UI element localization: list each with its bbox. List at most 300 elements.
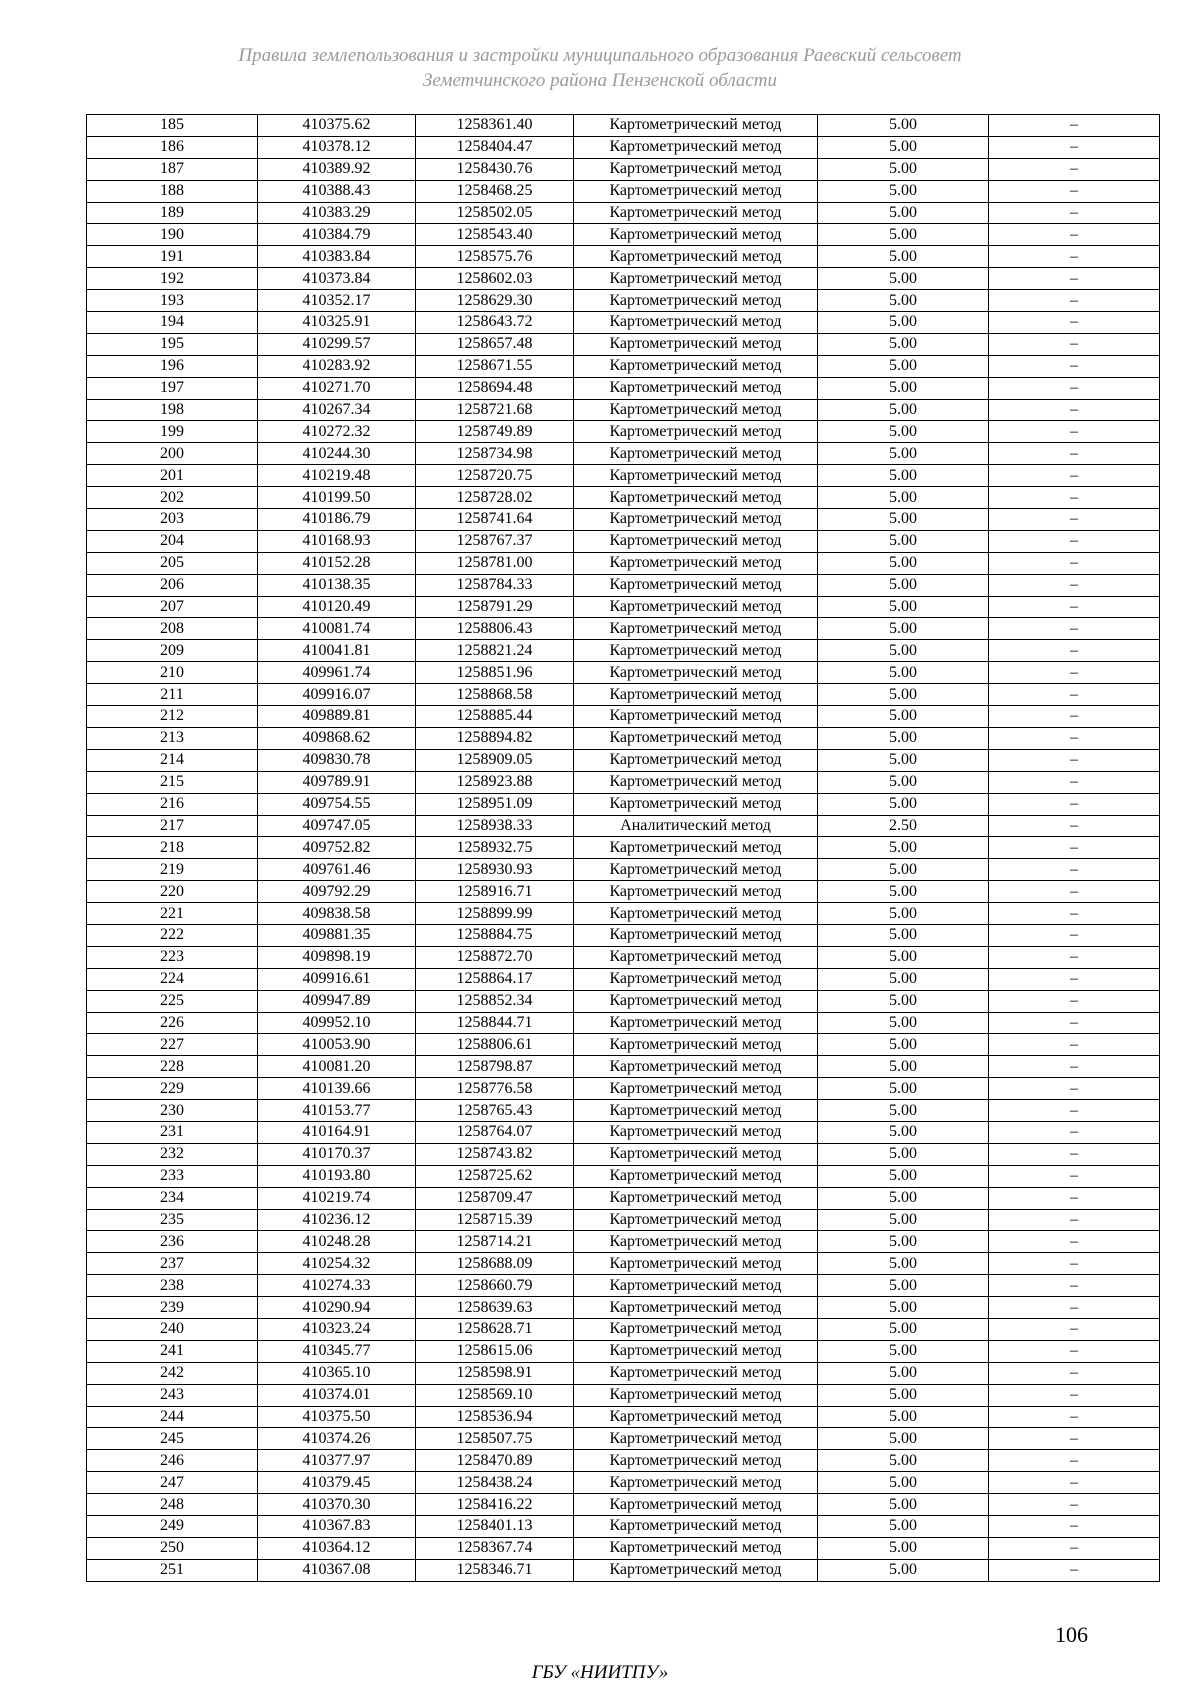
method-cell: Картометрический метод	[574, 662, 818, 684]
x-coordinate-cell: 410274.33	[258, 1275, 416, 1297]
method-cell: Картометрический метод	[574, 1340, 818, 1362]
page-number: 106	[1055, 1622, 1088, 1647]
method-cell: Картометрический метод	[574, 1494, 818, 1516]
table-row	[87, 706, 1160, 728]
y-coordinate-cell: 1258401.13	[416, 1516, 574, 1538]
description-cell: –	[989, 1516, 1160, 1538]
y-coordinate-cell: 1258361.40	[416, 115, 574, 137]
method-cell: Картометрический метод	[574, 1450, 818, 1472]
accuracy-cell: 5.00	[818, 443, 989, 465]
x-coordinate-cell: 409830.78	[258, 749, 416, 771]
description-cell: –	[989, 749, 1160, 771]
point-number-cell: 245	[87, 1428, 258, 1450]
method-cell: Картометрический метод	[574, 1012, 818, 1034]
method-cell: Картометрический метод	[574, 1078, 818, 1100]
point-number-cell: 238	[87, 1275, 258, 1297]
accuracy-cell: 5.00	[818, 1187, 989, 1209]
description-cell: –	[989, 421, 1160, 443]
accuracy-cell: 5.00	[818, 1537, 989, 1559]
x-coordinate-cell: 410375.50	[258, 1406, 416, 1428]
x-coordinate-cell: 409947.89	[258, 990, 416, 1012]
accuracy-cell: 2.50	[818, 815, 989, 837]
table-row	[87, 268, 1160, 290]
method-cell: Картометрический метод	[574, 136, 818, 158]
x-coordinate-cell: 410219.48	[258, 465, 416, 487]
point-number-cell: 199	[87, 421, 258, 443]
y-coordinate-cell: 1258404.47	[416, 136, 574, 158]
accuracy-cell: 5.00	[818, 1340, 989, 1362]
description-cell: –	[989, 355, 1160, 377]
accuracy-cell: 5.00	[818, 136, 989, 158]
accuracy-cell: 5.00	[818, 903, 989, 925]
description-cell: –	[989, 990, 1160, 1012]
y-coordinate-cell: 1258725.62	[416, 1165, 574, 1187]
x-coordinate-cell: 410374.01	[258, 1384, 416, 1406]
method-cell: Картометрический метод	[574, 1187, 818, 1209]
x-coordinate-cell: 410267.34	[258, 399, 416, 421]
x-coordinate-cell: 410379.45	[258, 1472, 416, 1494]
description-cell: –	[989, 1297, 1160, 1319]
point-number-cell: 231	[87, 1121, 258, 1143]
table-row	[87, 1516, 1160, 1538]
description-cell: –	[989, 1450, 1160, 1472]
description-cell: –	[989, 1165, 1160, 1187]
accuracy-cell: 5.00	[818, 881, 989, 903]
description-cell: –	[989, 771, 1160, 793]
table-row	[87, 1318, 1160, 1340]
x-coordinate-cell: 409752.82	[258, 837, 416, 859]
method-cell: Картометрический метод	[574, 115, 818, 137]
x-coordinate-cell: 410290.94	[258, 1297, 416, 1319]
accuracy-cell: 5.00	[818, 312, 989, 334]
description-cell: –	[989, 246, 1160, 268]
point-number-cell: 194	[87, 312, 258, 334]
description-cell: –	[989, 487, 1160, 509]
table-row	[87, 136, 1160, 158]
method-cell: Картометрический метод	[574, 749, 818, 771]
table-row	[87, 487, 1160, 509]
point-number-cell: 248	[87, 1494, 258, 1516]
point-number-cell: 200	[87, 443, 258, 465]
accuracy-cell: 5.00	[818, 1318, 989, 1340]
method-cell: Картометрический метод	[574, 924, 818, 946]
y-coordinate-cell: 1258629.30	[416, 290, 574, 312]
method-cell: Картометрический метод	[574, 333, 818, 355]
description-cell: –	[989, 859, 1160, 881]
y-coordinate-cell: 1258430.76	[416, 158, 574, 180]
accuracy-cell: 5.00	[818, 1275, 989, 1297]
y-coordinate-cell: 1258657.48	[416, 333, 574, 355]
y-coordinate-cell: 1258884.75	[416, 924, 574, 946]
accuracy-cell: 5.00	[818, 1012, 989, 1034]
description-cell: –	[989, 881, 1160, 903]
y-coordinate-cell: 1258602.03	[416, 268, 574, 290]
method-cell: Картометрический метод	[574, 1121, 818, 1143]
method-cell: Картометрический метод	[574, 1165, 818, 1187]
description-cell: –	[989, 136, 1160, 158]
table-row	[87, 1494, 1160, 1516]
description-cell: –	[989, 640, 1160, 662]
point-number-cell: 246	[87, 1450, 258, 1472]
description-cell: –	[989, 1209, 1160, 1231]
table-row	[87, 465, 1160, 487]
table-row	[87, 924, 1160, 946]
y-coordinate-cell: 1258502.05	[416, 202, 574, 224]
x-coordinate-cell: 410283.92	[258, 355, 416, 377]
method-cell: Картометрический метод	[574, 793, 818, 815]
y-coordinate-cell: 1258923.88	[416, 771, 574, 793]
y-coordinate-cell: 1258714.21	[416, 1231, 574, 1253]
point-number-cell: 216	[87, 793, 258, 815]
table-row	[87, 1275, 1160, 1297]
x-coordinate-cell: 410168.93	[258, 530, 416, 552]
method-cell: Картометрический метод	[574, 1428, 818, 1450]
description-cell: –	[989, 1384, 1160, 1406]
description-cell: –	[989, 1537, 1160, 1559]
x-coordinate-cell: 410299.57	[258, 333, 416, 355]
y-coordinate-cell: 1258715.39	[416, 1209, 574, 1231]
description-cell: –	[989, 1318, 1160, 1340]
coordinates-table	[86, 114, 1160, 1582]
accuracy-cell: 5.00	[818, 465, 989, 487]
table-row	[87, 290, 1160, 312]
x-coordinate-cell: 410370.30	[258, 1494, 416, 1516]
point-number-cell: 219	[87, 859, 258, 881]
x-coordinate-cell: 410367.83	[258, 1516, 416, 1538]
method-cell: Картометрический метод	[574, 1100, 818, 1122]
table-row	[87, 946, 1160, 968]
accuracy-cell: 5.00	[818, 990, 989, 1012]
description-cell: –	[989, 1100, 1160, 1122]
accuracy-cell: 5.00	[818, 596, 989, 618]
accuracy-cell: 5.00	[818, 1559, 989, 1581]
description-cell: –	[989, 224, 1160, 246]
accuracy-cell: 5.00	[818, 224, 989, 246]
x-coordinate-cell: 410378.12	[258, 136, 416, 158]
table-row	[87, 1253, 1160, 1275]
point-number-cell: 217	[87, 815, 258, 837]
x-coordinate-cell: 409838.58	[258, 903, 416, 925]
point-number-cell: 224	[87, 968, 258, 990]
description-cell: –	[989, 312, 1160, 334]
x-coordinate-cell: 410345.77	[258, 1340, 416, 1362]
description-cell: –	[989, 574, 1160, 596]
accuracy-cell: 5.00	[818, 1472, 989, 1494]
accuracy-cell: 5.00	[818, 1516, 989, 1538]
point-number-cell: 202	[87, 487, 258, 509]
x-coordinate-cell: 410219.74	[258, 1187, 416, 1209]
y-coordinate-cell: 1258438.24	[416, 1472, 574, 1494]
table-row	[87, 421, 1160, 443]
table-row	[87, 1056, 1160, 1078]
accuracy-cell: 5.00	[818, 180, 989, 202]
description-cell: –	[989, 1559, 1160, 1581]
x-coordinate-cell: 410365.10	[258, 1362, 416, 1384]
y-coordinate-cell: 1258864.17	[416, 968, 574, 990]
accuracy-cell: 5.00	[818, 1253, 989, 1275]
y-coordinate-cell: 1258765.43	[416, 1100, 574, 1122]
x-coordinate-cell: 410041.81	[258, 640, 416, 662]
table-row	[87, 1012, 1160, 1034]
x-coordinate-cell: 410164.91	[258, 1121, 416, 1143]
x-coordinate-cell: 409868.62	[258, 727, 416, 749]
x-coordinate-cell: 410081.20	[258, 1056, 416, 1078]
table-row	[87, 1559, 1160, 1581]
y-coordinate-cell: 1258615.06	[416, 1340, 574, 1362]
accuracy-cell: 5.00	[818, 115, 989, 137]
point-number-cell: 208	[87, 618, 258, 640]
method-cell: Картометрический метод	[574, 706, 818, 728]
accuracy-cell: 5.00	[818, 749, 989, 771]
x-coordinate-cell: 410236.12	[258, 1209, 416, 1231]
y-coordinate-cell: 1258470.89	[416, 1450, 574, 1472]
description-cell: –	[989, 1187, 1160, 1209]
accuracy-cell: 5.00	[818, 1056, 989, 1078]
method-cell: Картометрический метод	[574, 1362, 818, 1384]
y-coordinate-cell: 1258776.58	[416, 1078, 574, 1100]
accuracy-cell: 5.00	[818, 377, 989, 399]
description-cell: –	[989, 946, 1160, 968]
y-coordinate-cell: 1258720.75	[416, 465, 574, 487]
x-coordinate-cell: 410367.08	[258, 1559, 416, 1581]
method-cell: Картометрический метод	[574, 268, 818, 290]
point-number-cell: 247	[87, 1472, 258, 1494]
x-coordinate-cell: 410152.28	[258, 552, 416, 574]
point-number-cell: 228	[87, 1056, 258, 1078]
accuracy-cell: 5.00	[818, 618, 989, 640]
description-cell: –	[989, 202, 1160, 224]
y-coordinate-cell: 1258734.98	[416, 443, 574, 465]
accuracy-cell: 5.00	[818, 771, 989, 793]
table-row	[87, 596, 1160, 618]
y-coordinate-cell: 1258784.33	[416, 574, 574, 596]
point-number-cell: 215	[87, 771, 258, 793]
accuracy-cell: 5.00	[818, 684, 989, 706]
table-row	[87, 618, 1160, 640]
x-coordinate-cell: 410325.91	[258, 312, 416, 334]
x-coordinate-cell: 409747.05	[258, 815, 416, 837]
method-cell: Картометрический метод	[574, 596, 818, 618]
description-cell: –	[989, 1494, 1160, 1516]
point-number-cell: 213	[87, 727, 258, 749]
y-coordinate-cell: 1258930.93	[416, 859, 574, 881]
y-coordinate-cell: 1258416.22	[416, 1494, 574, 1516]
y-coordinate-cell: 1258806.43	[416, 618, 574, 640]
accuracy-cell: 5.00	[818, 727, 989, 749]
description-cell: –	[989, 399, 1160, 421]
point-number-cell: 209	[87, 640, 258, 662]
accuracy-cell: 5.00	[818, 1034, 989, 1056]
description-cell: –	[989, 268, 1160, 290]
method-cell: Картометрический метод	[574, 1034, 818, 1056]
point-number-cell: 235	[87, 1209, 258, 1231]
y-coordinate-cell: 1258909.05	[416, 749, 574, 771]
accuracy-cell: 5.00	[818, 1362, 989, 1384]
point-number-cell: 241	[87, 1340, 258, 1362]
point-number-cell: 211	[87, 684, 258, 706]
method-cell: Картометрический метод	[574, 881, 818, 903]
x-coordinate-cell: 410193.80	[258, 1165, 416, 1187]
y-coordinate-cell: 1258628.71	[416, 1318, 574, 1340]
point-number-cell: 187	[87, 158, 258, 180]
y-coordinate-cell: 1258575.76	[416, 246, 574, 268]
method-cell: Картометрический метод	[574, 1209, 818, 1231]
x-coordinate-cell: 409889.81	[258, 706, 416, 728]
accuracy-cell: 5.00	[818, 946, 989, 968]
description-cell: –	[989, 509, 1160, 531]
table-row	[87, 837, 1160, 859]
method-cell: Картометрический метод	[574, 290, 818, 312]
description-cell: –	[989, 924, 1160, 946]
x-coordinate-cell: 410186.79	[258, 509, 416, 531]
accuracy-cell: 5.00	[818, 574, 989, 596]
description-cell: –	[989, 903, 1160, 925]
description-cell: –	[989, 1406, 1160, 1428]
method-cell: Картометрический метод	[574, 530, 818, 552]
table-row	[87, 1187, 1160, 1209]
description-cell: –	[989, 1078, 1160, 1100]
y-coordinate-cell: 1258781.00	[416, 552, 574, 574]
method-cell: Картометрический метод	[574, 509, 818, 531]
point-number-cell: 226	[87, 1012, 258, 1034]
x-coordinate-cell: 410120.49	[258, 596, 416, 618]
accuracy-cell: 5.00	[818, 399, 989, 421]
x-coordinate-cell: 410139.66	[258, 1078, 416, 1100]
x-coordinate-cell: 410199.50	[258, 487, 416, 509]
table-row	[87, 1165, 1160, 1187]
table-row	[87, 399, 1160, 421]
y-coordinate-cell: 1258749.89	[416, 421, 574, 443]
table-row	[87, 377, 1160, 399]
accuracy-cell: 5.00	[818, 1143, 989, 1165]
y-coordinate-cell: 1258791.29	[416, 596, 574, 618]
point-number-cell: 234	[87, 1187, 258, 1209]
table-row	[87, 771, 1160, 793]
point-number-cell: 192	[87, 268, 258, 290]
method-cell: Картометрический метод	[574, 1056, 818, 1078]
description-cell: –	[989, 465, 1160, 487]
y-coordinate-cell: 1258709.47	[416, 1187, 574, 1209]
y-coordinate-cell: 1258721.68	[416, 399, 574, 421]
header-line-1: Правила землепользования и застройки муниципального образования Раевский сельсовет	[238, 45, 962, 66]
point-number-cell: 198	[87, 399, 258, 421]
method-cell: Картометрический метод	[574, 1559, 818, 1581]
method-cell: Картометрический метод	[574, 224, 818, 246]
accuracy-cell: 5.00	[818, 1494, 989, 1516]
y-coordinate-cell: 1258346.71	[416, 1559, 574, 1581]
y-coordinate-cell: 1258569.10	[416, 1384, 574, 1406]
description-cell: –	[989, 618, 1160, 640]
x-coordinate-cell: 409792.29	[258, 881, 416, 903]
point-number-cell: 203	[87, 509, 258, 531]
y-coordinate-cell: 1258694.48	[416, 377, 574, 399]
method-cell: Картометрический метод	[574, 399, 818, 421]
y-coordinate-cell: 1258806.61	[416, 1034, 574, 1056]
table-row	[87, 968, 1160, 990]
point-number-cell: 225	[87, 990, 258, 1012]
point-number-cell: 189	[87, 202, 258, 224]
table-row	[87, 355, 1160, 377]
method-cell: Картометрический метод	[574, 837, 818, 859]
table-row	[87, 640, 1160, 662]
x-coordinate-cell: 410170.37	[258, 1143, 416, 1165]
description-cell: –	[989, 333, 1160, 355]
x-coordinate-cell: 410352.17	[258, 290, 416, 312]
y-coordinate-cell: 1258872.70	[416, 946, 574, 968]
point-number-cell: 190	[87, 224, 258, 246]
description-cell: –	[989, 706, 1160, 728]
method-cell: Картометрический метод	[574, 1275, 818, 1297]
table-row	[87, 333, 1160, 355]
x-coordinate-cell: 409961.74	[258, 662, 416, 684]
point-number-cell: 218	[87, 837, 258, 859]
method-cell: Картометрический метод	[574, 487, 818, 509]
header-line-2: Земетчинского района Пензенской области	[422, 70, 778, 91]
accuracy-cell: 5.00	[818, 552, 989, 574]
description-cell: –	[989, 1231, 1160, 1253]
method-cell: Аналитический метод	[574, 815, 818, 837]
accuracy-cell: 5.00	[818, 1297, 989, 1319]
table-row	[87, 749, 1160, 771]
point-number-cell: 206	[87, 574, 258, 596]
table-row	[87, 1537, 1160, 1559]
point-number-cell: 244	[87, 1406, 258, 1428]
x-coordinate-cell: 410323.24	[258, 1318, 416, 1340]
method-cell: Картометрический метод	[574, 859, 818, 881]
method-cell: Картометрический метод	[574, 618, 818, 640]
description-cell: –	[989, 1340, 1160, 1362]
y-coordinate-cell: 1258868.58	[416, 684, 574, 706]
accuracy-cell: 5.00	[818, 640, 989, 662]
y-coordinate-cell: 1258852.34	[416, 990, 574, 1012]
accuracy-cell: 5.00	[818, 1384, 989, 1406]
y-coordinate-cell: 1258932.75	[416, 837, 574, 859]
description-cell: –	[989, 115, 1160, 137]
point-number-cell: 214	[87, 749, 258, 771]
x-coordinate-cell: 410248.28	[258, 1231, 416, 1253]
table-row	[87, 1340, 1160, 1362]
table-row	[87, 1100, 1160, 1122]
point-number-cell: 227	[87, 1034, 258, 1056]
description-cell: –	[989, 530, 1160, 552]
point-number-cell: 237	[87, 1253, 258, 1275]
x-coordinate-cell: 410389.92	[258, 158, 416, 180]
table-row	[87, 1406, 1160, 1428]
point-number-cell: 251	[87, 1559, 258, 1581]
x-coordinate-cell: 409952.10	[258, 1012, 416, 1034]
description-cell: –	[989, 727, 1160, 749]
accuracy-cell: 5.00	[818, 837, 989, 859]
method-cell: Картометрический метод	[574, 465, 818, 487]
table-row	[87, 1231, 1160, 1253]
table-row	[87, 1143, 1160, 1165]
point-number-cell: 197	[87, 377, 258, 399]
description-cell: –	[989, 1275, 1160, 1297]
y-coordinate-cell: 1258598.91	[416, 1362, 574, 1384]
table-row	[87, 1121, 1160, 1143]
table-row	[87, 180, 1160, 202]
method-cell: Картометрический метод	[574, 771, 818, 793]
table-row	[87, 815, 1160, 837]
table-row	[87, 1209, 1160, 1231]
accuracy-cell: 5.00	[818, 662, 989, 684]
x-coordinate-cell: 410138.35	[258, 574, 416, 596]
description-cell: –	[989, 815, 1160, 837]
description-cell: –	[989, 377, 1160, 399]
method-cell: Картометрический метод	[574, 312, 818, 334]
x-coordinate-cell: 410375.62	[258, 115, 416, 137]
y-coordinate-cell: 1258367.74	[416, 1537, 574, 1559]
